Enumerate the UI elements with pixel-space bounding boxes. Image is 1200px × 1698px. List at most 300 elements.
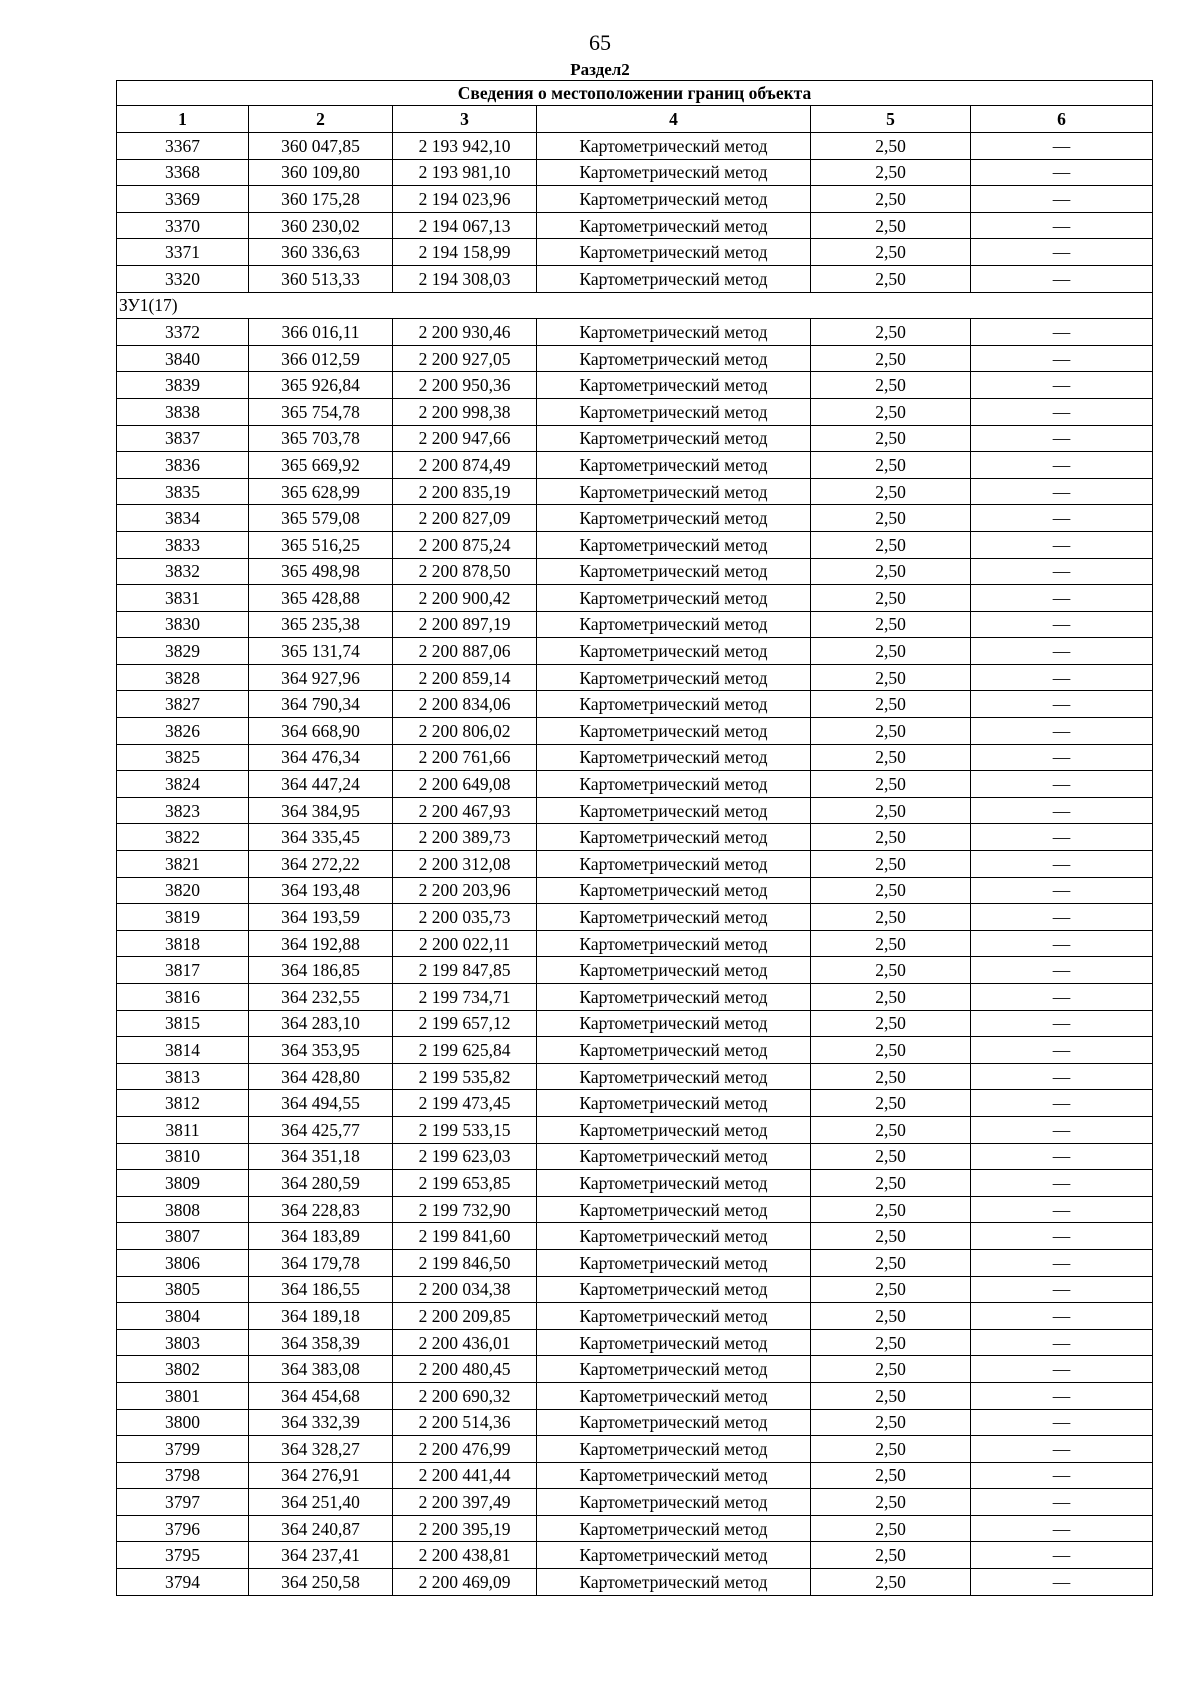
accuracy-cell: 2,50 bbox=[811, 159, 971, 186]
x-coordinate-cell: 364 193,48 bbox=[249, 877, 393, 904]
point-number-cell: 3830 bbox=[117, 611, 249, 638]
x-coordinate-cell: 360 175,28 bbox=[249, 186, 393, 213]
x-coordinate-cell: 364 790,34 bbox=[249, 691, 393, 718]
method-cell: Картометрический метод bbox=[537, 638, 811, 665]
method-cell: Картометрический метод bbox=[537, 425, 811, 452]
x-coordinate-cell: 364 283,10 bbox=[249, 1010, 393, 1037]
table-row bbox=[117, 957, 1153, 984]
point-number-cell: 3832 bbox=[117, 558, 249, 585]
table-row bbox=[117, 1037, 1153, 1064]
column-header: 3 bbox=[393, 106, 537, 133]
y-coordinate-cell: 2 200 874,49 bbox=[393, 452, 537, 479]
x-coordinate-cell: 364 276,91 bbox=[249, 1462, 393, 1489]
table-row bbox=[117, 877, 1153, 904]
x-coordinate-cell: 364 183,89 bbox=[249, 1223, 393, 1250]
x-coordinate-cell: 364 454,68 bbox=[249, 1382, 393, 1409]
method-cell: Картометрический метод bbox=[537, 877, 811, 904]
description-cell: — bbox=[971, 505, 1153, 532]
table-row bbox=[117, 1489, 1153, 1516]
x-coordinate-cell: 364 328,27 bbox=[249, 1436, 393, 1463]
table-row bbox=[117, 585, 1153, 612]
accuracy-cell: 2,50 bbox=[811, 744, 971, 771]
accuracy-cell: 2,50 bbox=[811, 1010, 971, 1037]
method-cell: Картометрический метод bbox=[537, 797, 811, 824]
method-cell: Картометрический метод bbox=[537, 1436, 811, 1463]
x-coordinate-cell: 365 754,78 bbox=[249, 398, 393, 425]
table-row bbox=[117, 239, 1153, 266]
accuracy-cell: 2,50 bbox=[811, 1542, 971, 1569]
table-row bbox=[117, 186, 1153, 213]
y-coordinate-cell: 2 199 623,03 bbox=[393, 1143, 537, 1170]
point-number-cell: 3801 bbox=[117, 1382, 249, 1409]
description-cell: — bbox=[971, 1223, 1153, 1250]
description-cell: — bbox=[971, 398, 1153, 425]
method-cell: Картометрический метод bbox=[537, 1063, 811, 1090]
column-header: 1 bbox=[117, 106, 249, 133]
y-coordinate-cell: 2 199 847,85 bbox=[393, 957, 537, 984]
point-number-cell: 3839 bbox=[117, 372, 249, 399]
accuracy-cell: 2,50 bbox=[811, 239, 971, 266]
method-cell: Картометрический метод bbox=[537, 133, 811, 160]
x-coordinate-cell: 360 336,63 bbox=[249, 239, 393, 266]
accuracy-cell: 2,50 bbox=[811, 1462, 971, 1489]
y-coordinate-cell: 2 200 203,96 bbox=[393, 877, 537, 904]
accuracy-cell: 2,50 bbox=[811, 930, 971, 957]
method-cell: Картометрический метод bbox=[537, 585, 811, 612]
accuracy-cell: 2,50 bbox=[811, 797, 971, 824]
method-cell: Картометрический метод bbox=[537, 664, 811, 691]
description-cell: — bbox=[971, 1569, 1153, 1596]
description-cell: — bbox=[971, 1356, 1153, 1383]
description-cell: — bbox=[971, 718, 1153, 745]
table-row bbox=[117, 1090, 1153, 1117]
y-coordinate-cell: 2 200 827,09 bbox=[393, 505, 537, 532]
table-row bbox=[117, 797, 1153, 824]
x-coordinate-cell: 365 131,74 bbox=[249, 638, 393, 665]
accuracy-cell: 2,50 bbox=[811, 558, 971, 585]
x-coordinate-cell: 360 230,02 bbox=[249, 212, 393, 239]
table-body bbox=[117, 81, 1153, 1596]
y-coordinate-cell: 2 200 835,19 bbox=[393, 478, 537, 505]
accuracy-cell: 2,50 bbox=[811, 531, 971, 558]
point-number-cell: 3797 bbox=[117, 1489, 249, 1516]
accuracy-cell: 2,50 bbox=[811, 877, 971, 904]
y-coordinate-cell: 2 200 441,44 bbox=[393, 1462, 537, 1489]
y-coordinate-cell: 2 200 875,24 bbox=[393, 531, 537, 558]
accuracy-cell: 2,50 bbox=[811, 771, 971, 798]
method-cell: Картометрический метод bbox=[537, 452, 811, 479]
point-number-cell: 3837 bbox=[117, 425, 249, 452]
y-coordinate-cell: 2 200 930,46 bbox=[393, 319, 537, 346]
y-coordinate-cell: 2 200 312,08 bbox=[393, 851, 537, 878]
table-header-row bbox=[117, 106, 1153, 133]
table-row bbox=[117, 1462, 1153, 1489]
y-coordinate-cell: 2 200 806,02 bbox=[393, 718, 537, 745]
method-cell: Картометрический метод bbox=[537, 718, 811, 745]
accuracy-cell: 2,50 bbox=[811, 824, 971, 851]
y-coordinate-cell: 2 200 690,32 bbox=[393, 1382, 537, 1409]
point-number-cell: 3371 bbox=[117, 239, 249, 266]
accuracy-cell: 2,50 bbox=[811, 1170, 971, 1197]
description-cell: — bbox=[971, 984, 1153, 1011]
x-coordinate-cell: 364 332,39 bbox=[249, 1409, 393, 1436]
point-number-cell: 3817 bbox=[117, 957, 249, 984]
table-row bbox=[117, 1329, 1153, 1356]
point-number-cell: 3826 bbox=[117, 718, 249, 745]
point-number-cell: 3812 bbox=[117, 1090, 249, 1117]
method-cell: Картометрический метод bbox=[537, 1249, 811, 1276]
table-row bbox=[117, 505, 1153, 532]
table-row bbox=[117, 1276, 1153, 1303]
x-coordinate-cell: 364 240,87 bbox=[249, 1515, 393, 1542]
method-cell: Картометрический метод bbox=[537, 478, 811, 505]
description-cell: — bbox=[971, 1063, 1153, 1090]
accuracy-cell: 2,50 bbox=[811, 957, 971, 984]
accuracy-cell: 2,50 bbox=[811, 372, 971, 399]
description-cell: — bbox=[971, 771, 1153, 798]
x-coordinate-cell: 365 703,78 bbox=[249, 425, 393, 452]
y-coordinate-cell: 2 199 841,60 bbox=[393, 1223, 537, 1250]
y-coordinate-cell: 2 199 657,12 bbox=[393, 1010, 537, 1037]
description-cell: — bbox=[971, 1196, 1153, 1223]
x-coordinate-cell: 364 428,80 bbox=[249, 1063, 393, 1090]
point-number-cell: 3816 bbox=[117, 984, 249, 1011]
point-number-cell: 3819 bbox=[117, 904, 249, 931]
method-cell: Картометрический метод bbox=[537, 239, 811, 266]
accuracy-cell: 2,50 bbox=[811, 1515, 971, 1542]
x-coordinate-cell: 364 193,59 bbox=[249, 904, 393, 931]
method-cell: Картометрический метод bbox=[537, 505, 811, 532]
x-coordinate-cell: 364 927,96 bbox=[249, 664, 393, 691]
point-number-cell: 3811 bbox=[117, 1116, 249, 1143]
accuracy-cell: 2,50 bbox=[811, 1223, 971, 1250]
y-coordinate-cell: 2 200 389,73 bbox=[393, 824, 537, 851]
table-row bbox=[117, 1409, 1153, 1436]
y-coordinate-cell: 2 200 395,19 bbox=[393, 1515, 537, 1542]
point-number-cell: 3794 bbox=[117, 1569, 249, 1596]
accuracy-cell: 2,50 bbox=[811, 398, 971, 425]
method-cell: Картометрический метод bbox=[537, 1143, 811, 1170]
point-number-cell: 3805 bbox=[117, 1276, 249, 1303]
description-cell: — bbox=[971, 611, 1153, 638]
y-coordinate-cell: 2 199 734,71 bbox=[393, 984, 537, 1011]
y-coordinate-cell: 2 200 469,09 bbox=[393, 1569, 537, 1596]
accuracy-cell: 2,50 bbox=[811, 1037, 971, 1064]
point-number-cell: 3821 bbox=[117, 851, 249, 878]
y-coordinate-cell: 2 200 034,38 bbox=[393, 1276, 537, 1303]
method-cell: Картометрический метод bbox=[537, 824, 811, 851]
page-number: 65 bbox=[589, 30, 611, 55]
description-cell: — bbox=[971, 957, 1153, 984]
y-coordinate-cell: 2 193 942,10 bbox=[393, 133, 537, 160]
table-row bbox=[117, 611, 1153, 638]
y-coordinate-cell: 2 200 950,36 bbox=[393, 372, 537, 399]
method-cell: Картометрический метод bbox=[537, 1037, 811, 1064]
description-cell: — bbox=[971, 186, 1153, 213]
table-row bbox=[117, 478, 1153, 505]
y-coordinate-cell: 2 194 023,96 bbox=[393, 186, 537, 213]
accuracy-cell: 2,50 bbox=[811, 133, 971, 160]
y-coordinate-cell: 2 199 473,45 bbox=[393, 1090, 537, 1117]
table-row bbox=[117, 1196, 1153, 1223]
description-cell: — bbox=[971, 133, 1153, 160]
x-coordinate-cell: 364 186,85 bbox=[249, 957, 393, 984]
column-header: 4 bbox=[537, 106, 811, 133]
x-coordinate-cell: 364 192,88 bbox=[249, 930, 393, 957]
description-cell: — bbox=[971, 1143, 1153, 1170]
accuracy-cell: 2,50 bbox=[811, 638, 971, 665]
description-cell: — bbox=[971, 319, 1153, 346]
x-coordinate-cell: 364 272,22 bbox=[249, 851, 393, 878]
point-number-cell: 3800 bbox=[117, 1409, 249, 1436]
y-coordinate-cell: 2 200 649,08 bbox=[393, 771, 537, 798]
table-row bbox=[117, 1143, 1153, 1170]
y-coordinate-cell: 2 200 927,05 bbox=[393, 345, 537, 372]
point-number-cell: 3806 bbox=[117, 1249, 249, 1276]
description-cell: — bbox=[971, 1462, 1153, 1489]
section-title: Раздел2 bbox=[570, 60, 630, 79]
x-coordinate-cell: 364 353,95 bbox=[249, 1037, 393, 1064]
point-number-cell: 3823 bbox=[117, 797, 249, 824]
description-cell: — bbox=[971, 1382, 1153, 1409]
table-row bbox=[117, 638, 1153, 665]
method-cell: Картометрический метод bbox=[537, 558, 811, 585]
accuracy-cell: 2,50 bbox=[811, 425, 971, 452]
method-cell: Картометрический метод bbox=[537, 159, 811, 186]
point-number-cell: 3804 bbox=[117, 1303, 249, 1330]
y-coordinate-cell: 2 199 625,84 bbox=[393, 1037, 537, 1064]
y-coordinate-cell: 2 200 947,66 bbox=[393, 425, 537, 452]
point-number-cell: 3814 bbox=[117, 1037, 249, 1064]
point-number-cell: 3369 bbox=[117, 186, 249, 213]
x-coordinate-cell: 364 425,77 bbox=[249, 1116, 393, 1143]
x-coordinate-cell: 360 513,33 bbox=[249, 265, 393, 292]
y-coordinate-cell: 2 199 846,50 bbox=[393, 1249, 537, 1276]
table-row bbox=[117, 691, 1153, 718]
accuracy-cell: 2,50 bbox=[811, 186, 971, 213]
y-coordinate-cell: 2 199 732,90 bbox=[393, 1196, 537, 1223]
description-cell: — bbox=[971, 797, 1153, 824]
method-cell: Картометрический метод bbox=[537, 851, 811, 878]
description-cell: — bbox=[971, 1303, 1153, 1330]
accuracy-cell: 2,50 bbox=[811, 904, 971, 931]
method-cell: Картометрический метод bbox=[537, 1569, 811, 1596]
point-number-cell: 3835 bbox=[117, 478, 249, 505]
x-coordinate-cell: 364 335,45 bbox=[249, 824, 393, 851]
accuracy-cell: 2,50 bbox=[811, 265, 971, 292]
description-cell: — bbox=[971, 930, 1153, 957]
point-number-cell: 3320 bbox=[117, 265, 249, 292]
y-coordinate-cell: 2 200 209,85 bbox=[393, 1303, 537, 1330]
accuracy-cell: 2,50 bbox=[811, 851, 971, 878]
method-cell: Картометрический метод bbox=[537, 1116, 811, 1143]
point-number-cell: 3827 bbox=[117, 691, 249, 718]
accuracy-cell: 2,50 bbox=[811, 452, 971, 479]
description-cell: — bbox=[971, 425, 1153, 452]
description-cell: — bbox=[971, 638, 1153, 665]
method-cell: Картометрический метод bbox=[537, 1303, 811, 1330]
accuracy-cell: 2,50 bbox=[811, 505, 971, 532]
accuracy-cell: 2,50 bbox=[811, 1409, 971, 1436]
point-number-cell: 3840 bbox=[117, 345, 249, 372]
description-cell: — bbox=[971, 585, 1153, 612]
x-coordinate-cell: 364 668,90 bbox=[249, 718, 393, 745]
table-row bbox=[117, 425, 1153, 452]
description-cell: — bbox=[971, 691, 1153, 718]
x-coordinate-cell: 360 109,80 bbox=[249, 159, 393, 186]
accuracy-cell: 2,50 bbox=[811, 1196, 971, 1223]
group-row bbox=[117, 292, 1153, 319]
accuracy-cell: 2,50 bbox=[811, 478, 971, 505]
column-header: 2 bbox=[249, 106, 393, 133]
description-cell: — bbox=[971, 1170, 1153, 1197]
description-cell: — bbox=[971, 345, 1153, 372]
point-number-cell: 3809 bbox=[117, 1170, 249, 1197]
x-coordinate-cell: 365 926,84 bbox=[249, 372, 393, 399]
method-cell: Картометрический метод bbox=[537, 957, 811, 984]
y-coordinate-cell: 2 194 158,99 bbox=[393, 239, 537, 266]
point-number-cell: 3803 bbox=[117, 1329, 249, 1356]
x-coordinate-cell: 364 250,58 bbox=[249, 1569, 393, 1596]
y-coordinate-cell: 2 200 761,66 bbox=[393, 744, 537, 771]
point-number-cell: 3802 bbox=[117, 1356, 249, 1383]
description-cell: — bbox=[971, 1010, 1153, 1037]
point-number-cell: 3796 bbox=[117, 1515, 249, 1542]
point-number-cell: 3810 bbox=[117, 1143, 249, 1170]
x-coordinate-cell: 364 228,83 bbox=[249, 1196, 393, 1223]
point-number-cell: 3833 bbox=[117, 531, 249, 558]
table-caption-row bbox=[117, 81, 1153, 106]
point-number-cell: 3834 bbox=[117, 505, 249, 532]
y-coordinate-cell: 2 200 436,01 bbox=[393, 1329, 537, 1356]
table-row bbox=[117, 133, 1153, 160]
point-number-cell: 3818 bbox=[117, 930, 249, 957]
table-row bbox=[117, 771, 1153, 798]
description-cell: — bbox=[971, 1515, 1153, 1542]
y-coordinate-cell: 2 200 514,36 bbox=[393, 1409, 537, 1436]
y-coordinate-cell: 2 200 900,42 bbox=[393, 585, 537, 612]
table-row bbox=[117, 452, 1153, 479]
point-number-cell: 3838 bbox=[117, 398, 249, 425]
table-row bbox=[117, 1170, 1153, 1197]
table-row bbox=[117, 1356, 1153, 1383]
method-cell: Картометрический метод bbox=[537, 1542, 811, 1569]
x-coordinate-cell: 364 447,24 bbox=[249, 771, 393, 798]
point-number-cell: 3813 bbox=[117, 1063, 249, 1090]
accuracy-cell: 2,50 bbox=[811, 345, 971, 372]
point-number-cell: 3372 bbox=[117, 319, 249, 346]
method-cell: Картометрический метод bbox=[537, 771, 811, 798]
description-cell: — bbox=[971, 824, 1153, 851]
y-coordinate-cell: 2 200 467,93 bbox=[393, 797, 537, 824]
table-row bbox=[117, 398, 1153, 425]
accuracy-cell: 2,50 bbox=[811, 1329, 971, 1356]
x-coordinate-cell: 364 384,95 bbox=[249, 797, 393, 824]
description-cell: — bbox=[971, 531, 1153, 558]
accuracy-cell: 2,50 bbox=[811, 718, 971, 745]
y-coordinate-cell: 2 200 859,14 bbox=[393, 664, 537, 691]
method-cell: Картометрический метод bbox=[537, 212, 811, 239]
table-row bbox=[117, 824, 1153, 851]
table-row bbox=[117, 558, 1153, 585]
x-coordinate-cell: 365 428,88 bbox=[249, 585, 393, 612]
method-cell: Картометрический метод bbox=[537, 904, 811, 931]
point-number-cell: 3825 bbox=[117, 744, 249, 771]
method-cell: Картометрический метод bbox=[537, 1462, 811, 1489]
x-coordinate-cell: 360 047,85 bbox=[249, 133, 393, 160]
method-cell: Картометрический метод bbox=[537, 1276, 811, 1303]
description-cell: — bbox=[971, 212, 1153, 239]
accuracy-cell: 2,50 bbox=[811, 1249, 971, 1276]
y-coordinate-cell: 2 200 998,38 bbox=[393, 398, 537, 425]
point-number-cell: 3367 bbox=[117, 133, 249, 160]
method-cell: Картометрический метод bbox=[537, 265, 811, 292]
accuracy-cell: 2,50 bbox=[811, 319, 971, 346]
point-number-cell: 3799 bbox=[117, 1436, 249, 1463]
point-number-cell: 3822 bbox=[117, 824, 249, 851]
method-cell: Картометрический метод bbox=[537, 319, 811, 346]
method-cell: Картометрический метод bbox=[537, 1356, 811, 1383]
point-number-cell: 3836 bbox=[117, 452, 249, 479]
method-cell: Картометрический метод bbox=[537, 186, 811, 213]
accuracy-cell: 2,50 bbox=[811, 984, 971, 1011]
method-cell: Картометрический метод bbox=[537, 1223, 811, 1250]
accuracy-cell: 2,50 bbox=[811, 611, 971, 638]
method-cell: Картометрический метод bbox=[537, 372, 811, 399]
table-row bbox=[117, 159, 1153, 186]
y-coordinate-cell: 2 200 035,73 bbox=[393, 904, 537, 931]
table-row bbox=[117, 664, 1153, 691]
point-number-cell: 3795 bbox=[117, 1542, 249, 1569]
y-coordinate-cell: 2 200 887,06 bbox=[393, 638, 537, 665]
method-cell: Картометрический метод bbox=[537, 611, 811, 638]
y-coordinate-cell: 2 200 897,19 bbox=[393, 611, 537, 638]
column-header: 5 bbox=[811, 106, 971, 133]
y-coordinate-cell: 2 200 878,50 bbox=[393, 558, 537, 585]
table-row bbox=[117, 1249, 1153, 1276]
point-number-cell: 3824 bbox=[117, 771, 249, 798]
y-coordinate-cell: 2 200 397,49 bbox=[393, 1489, 537, 1516]
x-coordinate-cell: 364 232,55 bbox=[249, 984, 393, 1011]
x-coordinate-cell: 364 476,34 bbox=[249, 744, 393, 771]
table-row bbox=[117, 984, 1153, 1011]
table-row bbox=[117, 851, 1153, 878]
description-cell: — bbox=[971, 1116, 1153, 1143]
table-row bbox=[117, 1303, 1153, 1330]
accuracy-cell: 2,50 bbox=[811, 691, 971, 718]
description-cell: — bbox=[971, 558, 1153, 585]
table-row bbox=[117, 1542, 1153, 1569]
accuracy-cell: 2,50 bbox=[811, 1143, 971, 1170]
x-coordinate-cell: 365 235,38 bbox=[249, 611, 393, 638]
method-cell: Картометрический метод bbox=[537, 1489, 811, 1516]
point-number-cell: 3820 bbox=[117, 877, 249, 904]
point-number-cell: 3368 bbox=[117, 159, 249, 186]
accuracy-cell: 2,50 bbox=[811, 585, 971, 612]
column-header: 6 bbox=[971, 106, 1153, 133]
table-row bbox=[117, 212, 1153, 239]
x-coordinate-cell: 365 498,98 bbox=[249, 558, 393, 585]
description-cell: — bbox=[971, 904, 1153, 931]
y-coordinate-cell: 2 200 022,11 bbox=[393, 930, 537, 957]
table-row bbox=[117, 265, 1153, 292]
table-row bbox=[117, 1569, 1153, 1596]
y-coordinate-cell: 2 199 653,85 bbox=[393, 1170, 537, 1197]
y-coordinate-cell: 2 194 067,13 bbox=[393, 212, 537, 239]
description-cell: — bbox=[971, 1037, 1153, 1064]
method-cell: Картометрический метод bbox=[537, 984, 811, 1011]
accuracy-cell: 2,50 bbox=[811, 1063, 971, 1090]
